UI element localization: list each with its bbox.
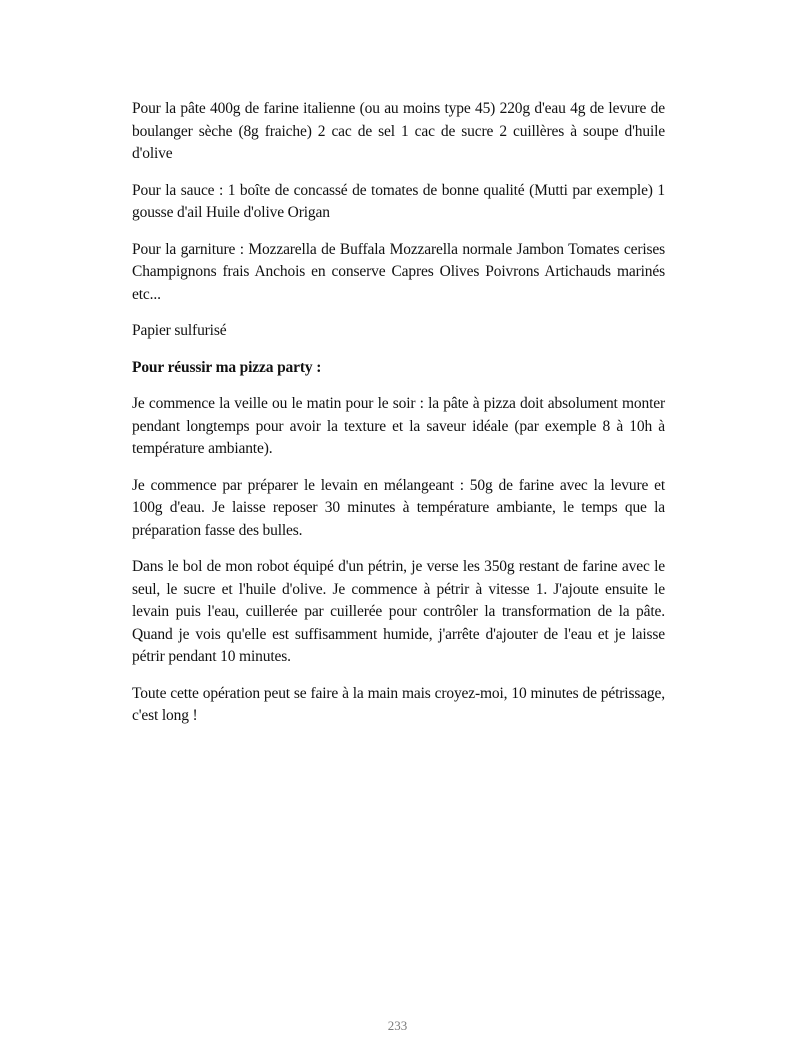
section-heading: Pour réussir ma pizza party : [132,358,322,376]
ingredients-topping-paragraph: Pour la garniture : Mozzarella de Buffala Mozzarella normale Jambon Tomates cerises Champignons frais Anchois en conserve Capres Olives Poivrons Artichauds marinés etc... [132,240,665,303]
ingredients-dough-paragraph: Pour la pâte 400g de farine italienne (ou au moins type 45) 220g d'eau 4g de levure de boulanger sèche (8g fraiche) 2 cac de sel 1 cac de sucre 2 cuillères à soupe d'huile d'olive [132,100,665,162]
instructions-night-before-paragraph: Je commence la veille ou le matin pour le soir : la pâte à pizza doit absolument monter pendant longtemps pour avoir la texture et la saveur idéale (par exemple 8 à 10h à température ambiante). [132,395,665,457]
page-body [132,98,665,742]
baking-paper-line: Papier sulfurisé [132,322,227,339]
instructions-by-hand-paragraph: Toute cette opération peut se faire à la main mais croyez-moi, 10 minutes de pétrissage, c'est long ! [132,684,665,724]
page-number: 233 [387,1018,408,1033]
instructions-levain-paragraph: Je commence par préparer le levain en mélangeant : 50g de farine avec la levure et 100g d'eau. Je laisse reposer 30 minutes à température ambiante, le temps que la préparation fasse des bulles. [132,476,665,539]
instructions-mixer-paragraph: Dans le bol de mon robot équipé d'un pétrin, je verse les 350g restant de farine avec le seul, le sucre et l'huile d'olive. Je commence à pétrir à vitesse 1. J'ajoute ensuite le levain puis l'eau, cuillerée par cuillerée pour contrôler la transformation de la pâte. Quand je vois qu'elle est suffisamment humide, j'arrête d'ajouter de l'eau et je laisse pétrir pendant 10 minutes. [132,558,665,665]
ingredients-sauce-paragraph: Pour la sauce : 1 boîte de concassé de tomates de bonne qualité (Mutti par exemple) 1 gousse d'ail Huile d'olive Origan [132,181,665,221]
